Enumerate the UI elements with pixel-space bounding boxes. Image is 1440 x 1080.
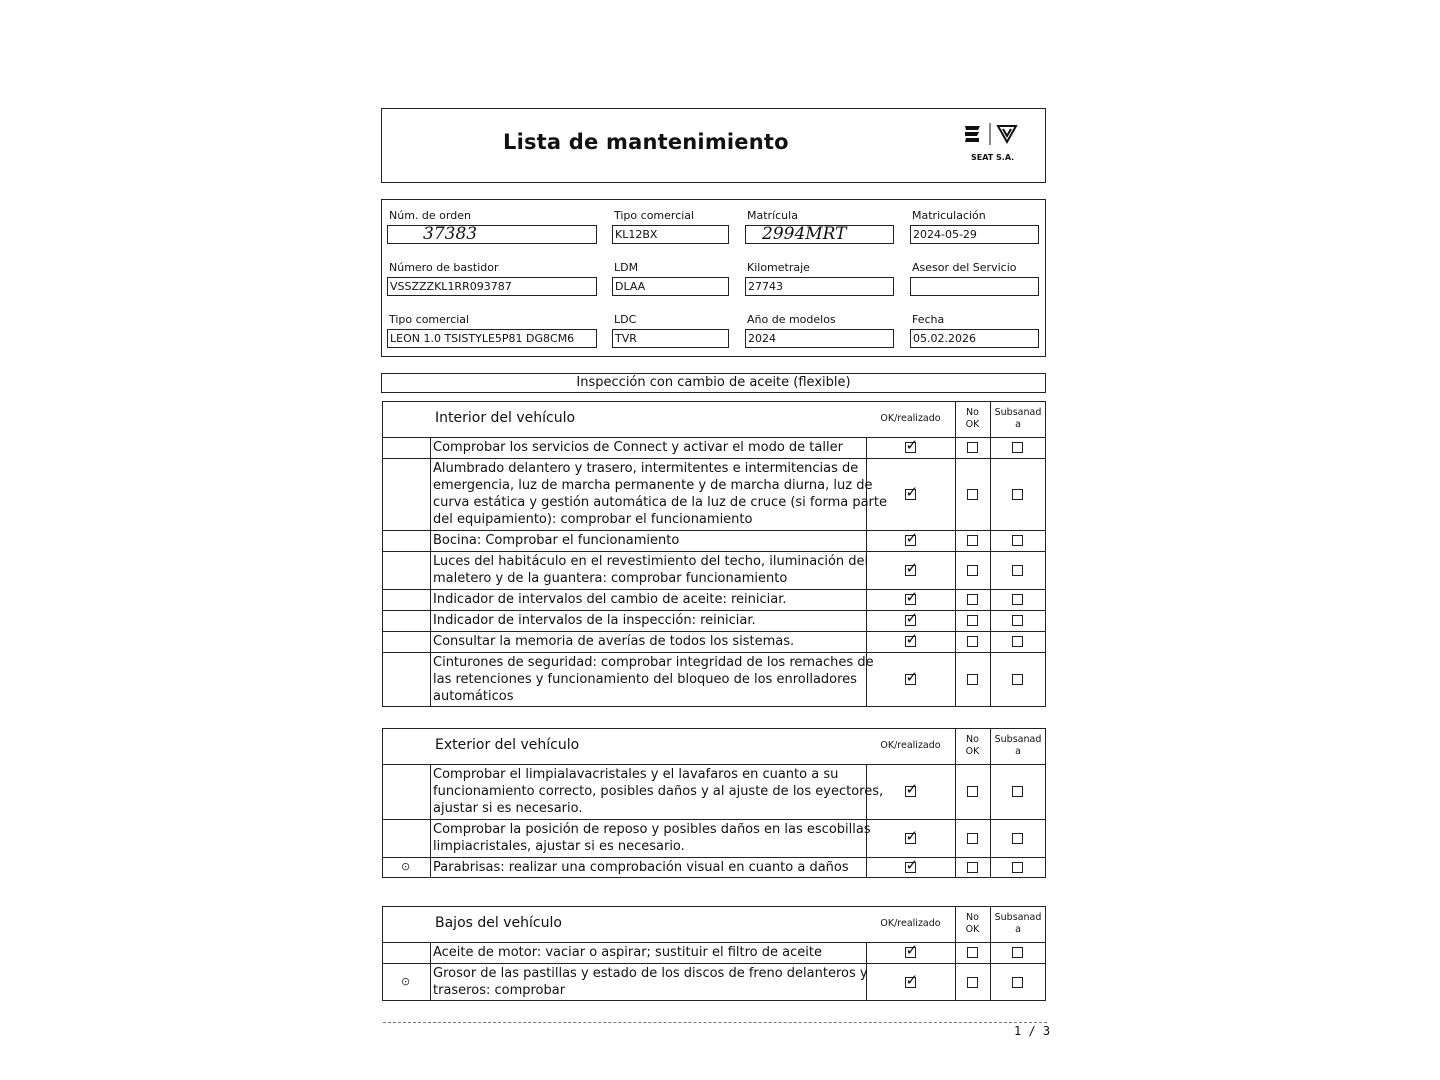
- check-mark-icon: ✓: [905, 668, 919, 686]
- plate-value: 2994MRT: [762, 224, 847, 244]
- checklist-item-text: emergencia, luz de marcha permanente y de marcha diurna, luz de: [433, 478, 873, 493]
- row-divider: [382, 530, 1046, 531]
- check-mark-icon: ✓: [905, 482, 919, 501]
- not-ok-checkbox[interactable]: [967, 535, 978, 546]
- column-divider: [430, 764, 431, 878]
- service-advisor-field: [910, 277, 1039, 296]
- column-fixed-header: Subsanad: [994, 734, 1042, 745]
- fixed-checkbox[interactable]: [1012, 565, 1023, 576]
- ldm-label: LDM: [614, 261, 639, 274]
- not-ok-checkbox[interactable]: [967, 833, 978, 844]
- checklist-item-text: Luces del habitáculo en el revestimiento del techo, iluminación del: [433, 554, 869, 569]
- checklist-item-text: Indicador de intervalos del cambio de aceite: reiniciar.: [433, 592, 787, 607]
- seat-logo-icon: [962, 121, 1022, 149]
- document-title: Lista de mantenimiento: [503, 130, 789, 154]
- checklist-item-text: Consultar la memoria de averías de todos los sistemas.: [433, 634, 795, 649]
- fixed-checkbox[interactable]: [1012, 594, 1023, 605]
- page-footer-line: [383, 1022, 1047, 1023]
- checklist-item-text: Aceite de motor: vaciar o aspirar; sustituir el filtro de aceite: [433, 945, 822, 960]
- column-divider: [430, 942, 431, 1001]
- column-ok-header: OK/realizado: [880, 413, 941, 424]
- row-divider: [382, 610, 1046, 611]
- service-advisor-label: Asesor del Servicio: [912, 261, 1017, 274]
- registration-date-label: Matriculación: [912, 209, 986, 222]
- column-divider: [955, 906, 956, 1001]
- not-ok-checkbox[interactable]: [967, 947, 978, 958]
- registration-date-field: 2024-05-29: [910, 225, 1039, 244]
- order-number-value: 37383: [423, 224, 478, 244]
- column-divider: [990, 401, 991, 707]
- check-mark-icon: ✓: [905, 856, 919, 874]
- column-fixed-header: Subsanad: [994, 912, 1042, 923]
- column-fixed-header: a: [1015, 746, 1021, 757]
- checklist-item-text: Grosor de las pastillas y estado de los discos de freno delanteros y: [433, 966, 868, 981]
- fixed-checkbox[interactable]: [1012, 862, 1023, 873]
- row-divider: [382, 857, 1046, 858]
- marker-icon: ⊙: [401, 860, 411, 873]
- checklist-item-text: automáticos: [433, 689, 514, 704]
- column-not-ok-header: OK: [965, 746, 980, 757]
- not-ok-checkbox[interactable]: [967, 977, 978, 988]
- page-number: 1 / 3: [1014, 1024, 1051, 1038]
- date-label: Fecha: [912, 313, 945, 326]
- column-not-ok-header: No: [966, 407, 979, 418]
- not-ok-checkbox[interactable]: [967, 786, 978, 797]
- checklist-item-text: Cinturones de seguridad: comprobar integridad de los remaches de: [433, 655, 874, 670]
- commercial-type-label: Tipo comercial: [614, 209, 695, 222]
- check-mark-icon: ✓: [905, 558, 919, 577]
- checklist-item-text: las retenciones y funcionamiento del bloqueo de los enrolladores: [433, 672, 857, 687]
- column-fixed-header: a: [1015, 419, 1021, 430]
- fixed-checkbox[interactable]: [1012, 636, 1023, 647]
- column-not-ok-header: No: [966, 912, 979, 923]
- check-mark-icon: ✓: [905, 588, 919, 606]
- fixed-checkbox[interactable]: [1012, 615, 1023, 626]
- row-divider: [382, 589, 1046, 590]
- row-divider: [382, 652, 1046, 653]
- fixed-checkbox[interactable]: [1012, 489, 1023, 500]
- row-divider: [382, 942, 1046, 943]
- ldm-field: DLAA: [612, 277, 729, 296]
- fixed-checkbox[interactable]: [1012, 947, 1023, 958]
- fixed-checkbox[interactable]: [1012, 674, 1023, 685]
- column-divider: [955, 728, 956, 878]
- vin-label: Número de bastidor: [389, 261, 499, 274]
- checklist-item-text: Indicador de intervalos de la inspección: reiniciar.: [433, 613, 756, 628]
- fixed-checkbox[interactable]: [1012, 977, 1023, 988]
- check-mark-icon: ✓: [905, 780, 919, 798]
- ldc-field: TVR: [612, 329, 729, 348]
- checklist-item-text: Comprobar la posición de reposo y posibles daños en las escobillas: [433, 822, 871, 837]
- checklist-item-text: limpiacristales, ajustar si es necesario.: [433, 839, 685, 854]
- model-year-field: 2024: [745, 329, 894, 348]
- row-divider: [382, 631, 1046, 632]
- check-mark-icon: ✓: [905, 529, 919, 547]
- not-ok-checkbox[interactable]: [967, 862, 978, 873]
- model-year-label: Año de modelos: [747, 313, 836, 326]
- column-fixed-header: Subsanad: [994, 407, 1042, 418]
- check-mark-icon: ✓: [905, 630, 919, 648]
- row-divider: [382, 963, 1046, 964]
- row-divider: [382, 819, 1046, 820]
- order-number-label: Núm. de orden: [389, 209, 471, 222]
- check-mark-icon: ✓: [905, 970, 919, 989]
- column-fixed-header: a: [1015, 924, 1021, 935]
- ldc-label: LDC: [614, 313, 637, 326]
- not-ok-checkbox[interactable]: [967, 442, 978, 453]
- check-mark-icon: ✓: [905, 941, 919, 959]
- row-divider: [382, 764, 1046, 765]
- not-ok-checkbox[interactable]: [967, 489, 978, 500]
- column-divider: [990, 906, 991, 1001]
- column-not-ok-header: OK: [965, 419, 980, 430]
- not-ok-checkbox[interactable]: [967, 594, 978, 605]
- section-title: Interior del vehículo: [435, 410, 576, 426]
- vin-field: VSSZZZKL1RR093787: [387, 277, 597, 296]
- fixed-checkbox[interactable]: [1012, 442, 1023, 453]
- model-type-label: Tipo comercial: [389, 313, 470, 326]
- column-ok-header: OK/realizado: [880, 918, 941, 929]
- checklist-item-text: Comprobar el limpialavacristales y el lavafaros en cuanto a su: [433, 767, 839, 782]
- commercial-type-field: KL12BX: [612, 225, 729, 244]
- column-divider: [955, 401, 956, 707]
- column-not-ok-header: OK: [965, 924, 980, 935]
- brand-name: SEAT S.A.: [971, 153, 1015, 162]
- fixed-checkbox[interactable]: [1012, 535, 1023, 546]
- mileage-label: Kilometraje: [747, 261, 810, 274]
- section-title: Exterior del vehículo: [435, 737, 580, 753]
- inspection-banner: Inspección con cambio de aceite (flexible): [381, 373, 1046, 393]
- checklist-item-text: Comprobar los servicios de Connect y activar el modo de taller: [433, 440, 843, 455]
- row-divider: [382, 458, 1046, 459]
- row-divider: [382, 437, 1046, 438]
- not-ok-checkbox[interactable]: [967, 636, 978, 647]
- checklist-item-text: funcionamiento correcto, posibles daños y al ajuste de los eyectores,: [433, 784, 884, 799]
- not-ok-checkbox[interactable]: [967, 615, 978, 626]
- not-ok-checkbox[interactable]: [967, 565, 978, 576]
- checklist-item-text: curva estática y gestión automática de la luz de cruce (si forma parte: [433, 495, 887, 510]
- checklist-item-text: maletero y de la guantera: comprobar funcionamiento: [433, 571, 788, 586]
- order-number-field: [387, 225, 597, 244]
- check-mark-icon: ✓: [905, 609, 919, 627]
- checklist-item-text: traseros: comprobar: [433, 983, 566, 998]
- not-ok-checkbox[interactable]: [967, 674, 978, 685]
- checklist-item-text: Alumbrado delantero y trasero, intermitentes e intermitencias de: [433, 461, 859, 476]
- model-type-field: LEON 1.0 TSISTYLE5P81 DG8CM6: [387, 329, 597, 348]
- column-not-ok-header: No: [966, 734, 979, 745]
- fixed-checkbox[interactable]: [1012, 786, 1023, 797]
- fixed-checkbox[interactable]: [1012, 833, 1023, 844]
- checklist-item-text: Parabrisas: realizar una comprobación visual en cuanto a daños: [433, 860, 849, 875]
- plate-label: Matrícula: [747, 209, 798, 222]
- mileage-field: 27743: [745, 277, 894, 296]
- column-ok-header: OK/realizado: [880, 740, 941, 751]
- check-mark-icon: ✓: [905, 436, 919, 454]
- column-divider: [430, 437, 431, 707]
- check-mark-icon: ✓: [905, 826, 919, 845]
- checklist-item-text: del equipamiento): comprobar el funcionamiento: [433, 512, 753, 527]
- checklist-item-text: Bocina: Comprobar el funcionamiento: [433, 533, 680, 548]
- row-divider: [382, 551, 1046, 552]
- date-field: 05.02.2026: [910, 329, 1039, 348]
- section-title: Bajos del vehículo: [435, 915, 562, 931]
- checklist-item-text: ajustar si es necesario.: [433, 801, 583, 816]
- column-divider: [990, 728, 991, 878]
- marker-icon: ⊙: [401, 974, 411, 988]
